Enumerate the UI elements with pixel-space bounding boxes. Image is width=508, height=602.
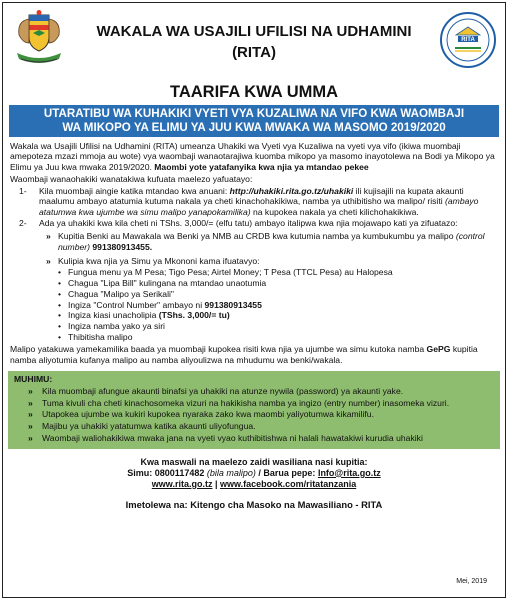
receipt-text-a: Malipo yatakuwa yamekamilika baada ya muombaji kupokea risiti kwa njia ya ujumbe wa simu kutoka namba — [10, 344, 425, 355]
notice-date: Mei, 2019 — [456, 578, 487, 585]
mobile-intro: Kulipia kwa njia ya Simu ya Mkononi kama ifuatavyo: — [58, 255, 260, 266]
control-number: 991380913455 — [204, 299, 262, 310]
step-1-italic: (ambayo atatumwa kwa ujumbe wa simu malipo yanapokamilika) — [39, 196, 479, 217]
gepg-label: GePG — [426, 344, 451, 355]
list-item: • Chagua "Malipo ya Serikali" — [68, 289, 498, 299]
important-box — [8, 371, 500, 449]
contact-web: www.rita.go.tz | www.facebook.com/ritatanzania — [151, 478, 357, 489]
intro-text: Wakala wa Usajili Ufilisi na Udhamini (RITA) umeanza Uhakiki wa Vyeti vya Kuzaliwa na vyeti vya vifo (ikiwa muombaji amepoteza mzazi mmoja au wote) vya waombaji wanaotarajiwa kuomba mikopo ya masomo inayotolewa na Bodi ya Mikopo ya Elimu ya Juu kwa mwaka 2019/2020. — [10, 141, 495, 172]
list-item: • Thibitisha malipo — [68, 332, 498, 342]
banner-line-1: UTARATIBU WA KUHAKIKI VYETI VYA KUZALIWA NA VIFO KWA WAOMBAJI — [43, 107, 465, 120]
org-name: WAKALA WA USAJILI UFILISI NA UDHAMINI — [96, 23, 412, 40]
bank-italic: (control number) — [58, 231, 485, 252]
header — [3, 3, 505, 79]
list-item: • Chagua "Lipa Bill" kulingana na mtandao unaotumia — [68, 278, 498, 288]
list-item: » Majibu ya uhakiki yatatumwa katika akaunti uliyofungua. — [28, 421, 256, 432]
list-item: • Fungua menu ya M Pesa; Tigo Pesa; Airtel Money; T Pesa (TTCL Pesa) au Halopesa — [68, 267, 498, 277]
control-prefix: Ingiza "Control Number" ambayo ni — [68, 299, 203, 310]
step-1-text-b: ili kujisajili na kupata akaunti maalumu ambayo atatumia kutuma nakala ya cheti kinachohakikiwa, namba ya uthibitisho wa malipo/ risiti — [39, 186, 464, 207]
list-item — [68, 300, 498, 310]
notice-page — [2, 2, 506, 598]
intro-paragraph — [10, 141, 498, 172]
step-1 — [10, 186, 498, 217]
step-1-text-a: Kila muombaji aingie katika mtandao kwa anuani: — [39, 186, 228, 197]
mobile-steps-list — [10, 267, 498, 342]
title-banner — [9, 105, 499, 137]
list-item: » Tuma kivuli cha cheti kinachosomeka vizuri na hakikisha namba ya ingizo (entry number) inasomeka vizuri. — [28, 397, 450, 408]
org-acronym: (RITA) — [232, 44, 276, 61]
step-2-text: Ada ya uhakiki kwa kila cheti ni TShs. 3,000/= (elfu tatu) ambayo italipwa kwa njia mojawapo kati ya zifuatazo: — [39, 218, 458, 229]
step-2 — [10, 218, 498, 228]
receipt-text-b: kupitia namba aliyotumia kufanya malipo au namba aliyoulizwa na mhudumu wa benki/wakala. — [10, 344, 478, 365]
step-1-number: 1- — [19, 186, 27, 197]
bank-text: Kupitia Benki au Mawakala wa Benki ya NMB au CRDB kwa kutumia namba ya kumbukumbu ya malipo — [58, 231, 454, 242]
mobile-payment-option: » Kulipia kwa njia ya Simu ya Mkononi kama ifuatavyo: — [10, 256, 498, 266]
receipt-paragraph — [10, 344, 498, 365]
list-item: » Kila muombaji afungue akaunti binafsi ya uhakiki na atunze nywila (password) ya akaunti yake. — [28, 385, 404, 396]
rita-logo — [439, 11, 497, 69]
list-item: » Waombaji waliohakikiwa mwaka jana na vyeti vyao kuthibitishwa ni halali hawatakiwi kurudia uhakiki — [28, 432, 423, 443]
bank-control-number: 991380913455. — [92, 241, 153, 252]
steps-intro: Waombaji wanaohakiki wanatakiwa kufuata maelezo yafuatayo: — [10, 173, 253, 184]
phone-note: (bila malipo) — [206, 467, 256, 478]
step-1-text-c: na kupokea nakala ya cheti kilichohakikiwa. — [252, 206, 419, 217]
bank-payment-option: » Kupitia Benki au Mawakala wa Benki ya NMB au CRDB kwa kutumia namba ya kumbukumbu ya malipo (control number) 991380913455. — [46, 231, 485, 252]
banner-line-2: WA MIKOPO YA ELIMU YA JUU KWA MWAKA WA MASOMO 2019/2020 — [62, 121, 446, 134]
website-link[interactable]: www.rita.go.tz — [151, 478, 213, 489]
org-title — [73, 21, 435, 63]
list-item — [68, 310, 498, 320]
verification-url-link[interactable]: http://uhakiki.rita.go.tz/uhakiki — [229, 186, 354, 197]
notice-title: TAARIFA KWA UMMA — [169, 83, 339, 101]
email-link[interactable]: Info@rita.go.tz — [317, 467, 381, 478]
important-heading: MUHIMU: — [14, 373, 53, 384]
contact-phone-email — [3, 468, 505, 479]
step-2-number: 2- — [19, 218, 27, 229]
list-item: » Utapokea ujumbe wa kukiri kupokea nyaraka zako kwa maombi yaliyotumwa kikamilifu. — [28, 409, 374, 420]
contact-section — [3, 457, 505, 490]
email-prefix: / Barua pepe: — [258, 467, 316, 478]
amount-prefix: Ingiza kiasi unacholipia — [68, 310, 157, 321]
intro-bold: Maombi yote yatafanyika kwa njia ya mtandao pekee — [154, 161, 369, 172]
prepared-by: Imetolewa na: Kitengo cha Masoko na Mawasiliano - RITA — [125, 498, 383, 510]
contact-intro: Kwa maswali na maelezo zaidi wasiliana nasi kupitia: — [140, 456, 368, 467]
facebook-link[interactable]: www.facebook.com/ritatanzania — [220, 478, 357, 489]
amount: (TShs. 3,000/= tu) — [158, 310, 230, 321]
rita-logo-text: RITA — [461, 37, 475, 43]
notice-body — [3, 141, 505, 365]
phone: Simu: 0800117482 — [127, 467, 205, 478]
list-item: • Ingiza namba yako ya siri — [68, 321, 498, 331]
coat-of-arms-logo — [11, 9, 67, 69]
